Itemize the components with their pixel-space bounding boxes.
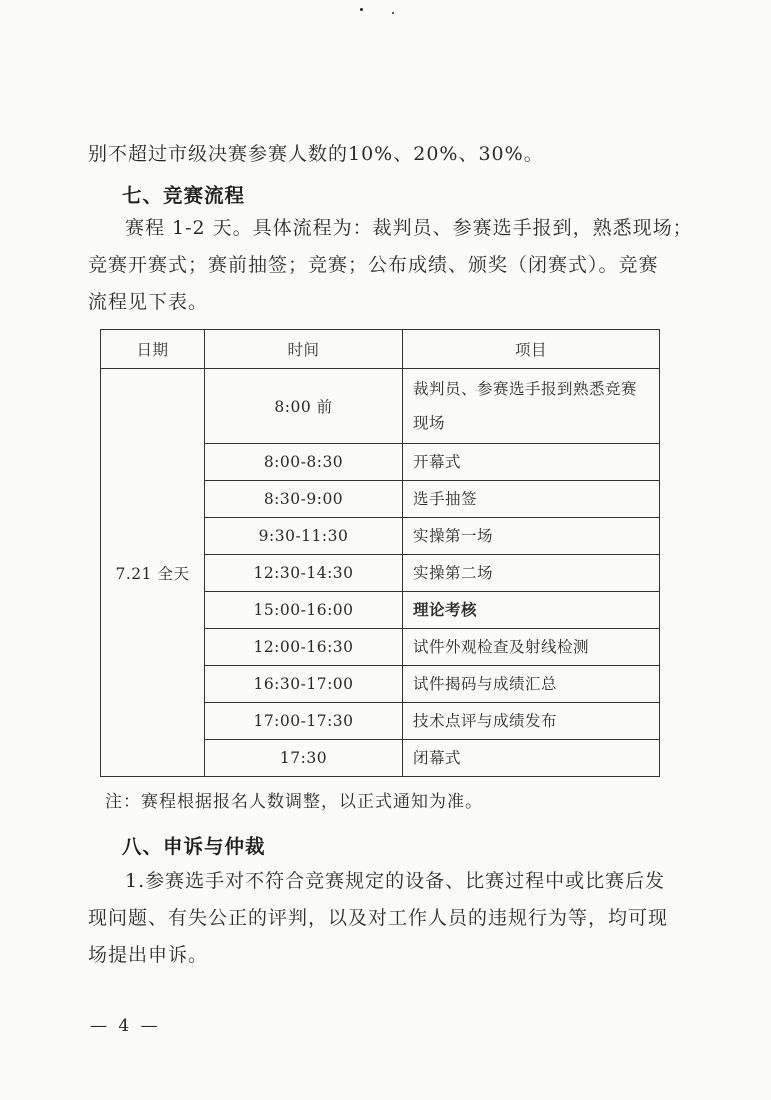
column-header-date: 日期: [101, 330, 205, 369]
section-8-paragraph: [88, 863, 678, 974]
time-cell: 17:30: [205, 740, 403, 777]
item-cell: [403, 369, 660, 444]
item-cell: 实操第二场: [403, 555, 660, 592]
section-7-paragraph: [88, 210, 693, 321]
column-header-item: 项目: [403, 330, 660, 369]
page-number: — 4 —: [90, 1016, 161, 1036]
time-cell: 9:30-11:30: [205, 518, 403, 555]
table-row: [101, 369, 660, 444]
item-cell: 选手抽签: [403, 481, 660, 518]
text-line: 场提出申诉。: [88, 944, 209, 966]
time-cell: 8:00 前: [205, 369, 403, 444]
text-line: 现问题、有失公正的评判，以及对工作人员的违规行为等，均可现: [88, 907, 669, 929]
time-cell: 8:30-9:00: [205, 481, 403, 518]
intro-paragraph: [88, 136, 678, 173]
item-cell: 试件外观检查及射线检测: [403, 629, 660, 666]
item-cell: 理论考核: [403, 592, 660, 629]
text-line: 流程见下表。: [88, 291, 209, 313]
text-line: 别不超过市级决赛参赛人数的10%、20%、30%。: [88, 143, 544, 165]
time-cell: 16:30-17:00: [205, 666, 403, 703]
text-line: 竞赛开赛式；赛前抽签；竞赛；公布成绩、颁奖（闭赛式）。竞赛: [88, 254, 659, 276]
time-cell: 12:30-14:30: [205, 555, 403, 592]
item-cell: 试件揭码与成绩汇总: [403, 666, 660, 703]
text-line: 赛程 1-2 天。具体流程为：裁判员、参赛选手报到，熟悉现场；: [125, 217, 693, 239]
time-cell: 15:00-16:00: [205, 592, 403, 629]
table-note: 注：赛程根据报名人数调整，以正式通知为准。: [105, 792, 483, 812]
item-cell: 技术点评与成绩发布: [403, 703, 660, 740]
column-header-time: 时间: [205, 330, 403, 369]
section-8-heading: 八、申诉与仲裁: [122, 835, 266, 858]
text-line: 1.参赛选手对不符合竞赛规定的设备、比赛过程中或比赛后发: [125, 870, 666, 892]
scan-speck: [392, 12, 394, 14]
schedule-table: [100, 329, 660, 777]
item-cell: 闭幕式: [403, 740, 660, 777]
date-cell: 7.21 全天: [101, 369, 205, 777]
time-cell: 8:00-8:30: [205, 444, 403, 481]
time-cell: 12:00-16:30: [205, 629, 403, 666]
item-text: 裁判员、参赛选手报到熟悉竞赛: [413, 380, 638, 398]
item-cell: 实操第一场: [403, 518, 660, 555]
item-cell: 开幕式: [403, 444, 660, 481]
scan-speck: [360, 8, 363, 11]
time-cell: 17:00-17:30: [205, 703, 403, 740]
item-text: 现场: [413, 414, 446, 432]
section-7-heading: 七、竞赛流程: [122, 184, 246, 207]
table-header-row: [101, 330, 660, 369]
